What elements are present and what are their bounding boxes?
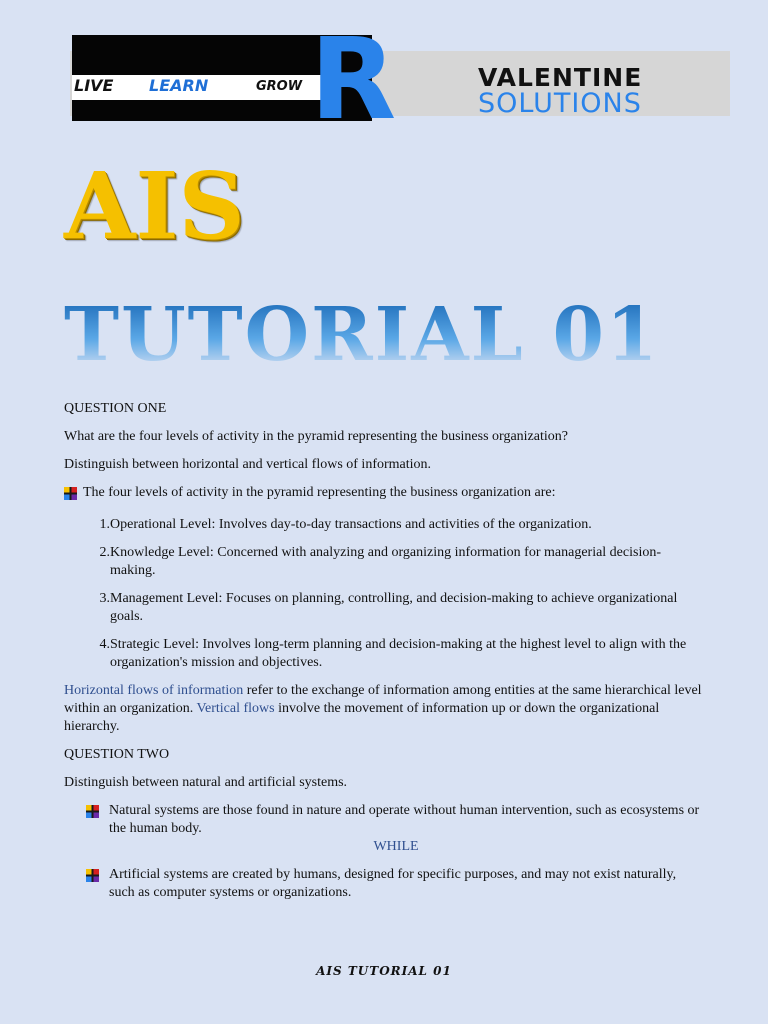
q1-answer-intro [64,484,704,506]
artificial-systems-text: Artificial systems are created by humans, designed for specific purposes, and may not exist naturally, such as computer systems or organizations. [109,867,677,900]
logo-brand-sub: SOLUTIONS [478,88,642,119]
list-item [64,636,704,672]
level-operational: Operational Level: Involves day-to-day transactions and activities of the organization. [110,517,592,532]
page-subtitle: TUTORIAL 01 [64,292,660,378]
list-item [86,866,704,902]
flows-text-b: involve the movement of information up or down the organizational hierarchy. [64,701,660,734]
list-item [64,516,704,534]
horizontal-flows-link[interactable]: Horizontal flows of information [64,683,244,698]
level-strategic: Strategic Level: Involves long-term planning and decision-making at the highest level to align with the organization's mission and objectives. [110,637,687,670]
levels-list [64,516,704,672]
flows-paragraph [64,682,704,736]
four-color-cross-bullet-icon [64,487,77,506]
logo [70,15,730,145]
flows-text-a: refer to the exchange of information among entities at the same hierarchical level within an organization. [64,683,702,716]
four-color-cross-bullet-icon [86,869,99,888]
while-connector: WHILE [373,839,419,854]
q1-heading: QUESTION ONE [64,401,167,416]
list-item-number: 4. [99,637,110,652]
logo-tag-grow: GROW [256,79,303,94]
list-item [64,544,704,580]
list-item-number: 3. [99,591,110,606]
list-item [64,590,704,626]
natural-systems-text: Natural systems are those found in nature and operate without human intervention, such as ecosystems or the human body. [109,803,700,836]
four-color-cross-bullet-icon [86,805,99,824]
systems-list [64,802,704,902]
document-body [64,400,704,902]
logo-r-letter: R [310,15,393,145]
q2-heading: QUESTION TWO [64,747,170,762]
list-item-number: 1. [99,517,110,532]
logo-brand-name: VALENTINE [478,63,643,92]
level-management: Management Level: Focuses on planning, controlling, and decision-making to achieve organizational goals. [110,591,678,624]
page-title: AIS [64,152,245,260]
vertical-flows-link[interactable]: Vertical flows [196,701,275,716]
list-item [86,802,704,838]
q2-prompt: Distinguish between natural and artificial systems. [64,775,348,790]
level-knowledge: Knowledge Level: Concerned with analyzing and organizing information for managerial decision-making. [110,545,662,578]
q1-prompt-a: What are the four levels of activity in the pyramid representing the business organization? [64,429,568,444]
list-item-text [110,516,704,534]
page-footer: AIS TUTORIAL 01 [316,964,452,978]
q1-prompt-b: Distinguish between horizontal and vertical flows of information. [64,457,432,472]
q1-answer-intro-text: The four levels of activity in the pyramid representing the business organization are: [83,485,556,500]
logo-tag-live: LIVE [74,76,114,95]
logo-tag-learn: LEARN [149,76,209,95]
list-item-number: 2. [99,545,110,560]
